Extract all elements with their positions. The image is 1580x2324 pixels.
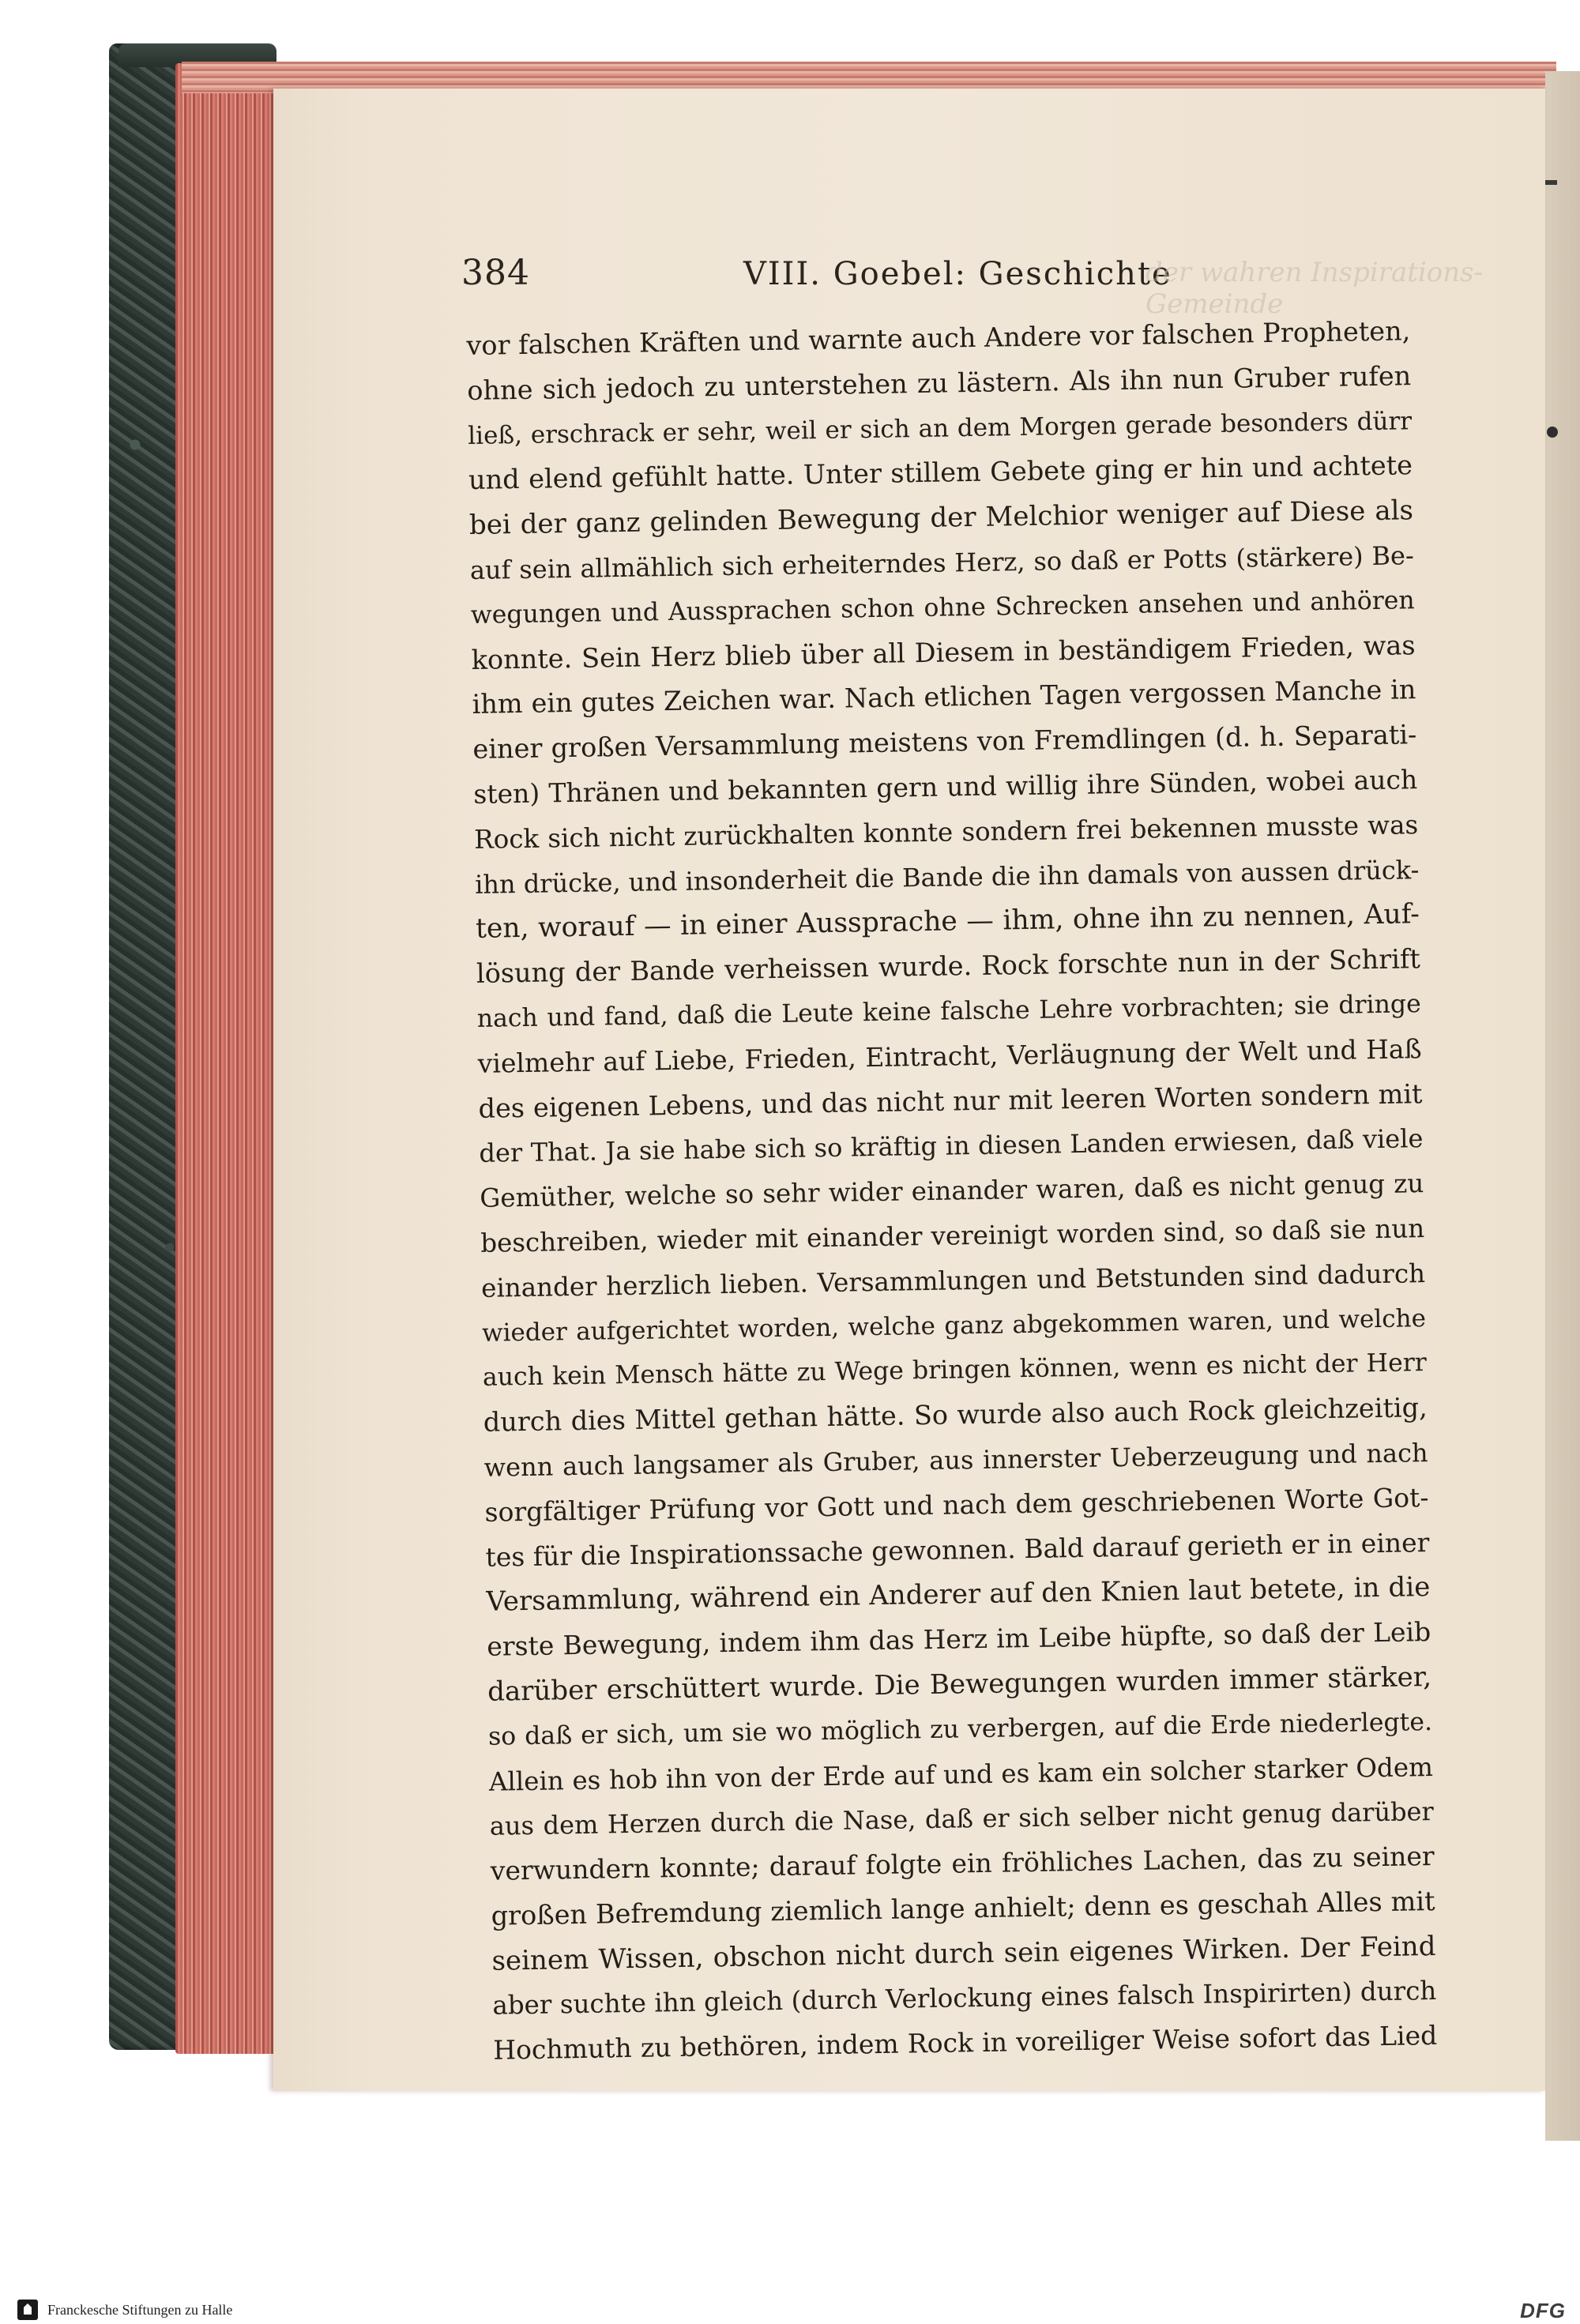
text-line: auch kein Mensch hätte zu Wege bringen können, wenn es nicht der Herr xyxy=(482,1348,1428,1393)
text-line: Allein es hob ihn von der Erde auf und es kam ein solcher starker Odem xyxy=(488,1751,1434,1797)
text-line: darüber erschüttert wurde. Die Bewegungen wurden immer stärker, xyxy=(487,1660,1432,1708)
text-line: erste Bewegung, indem ihm das Herz im Leibe hüpfte, so daß der Leib xyxy=(486,1616,1431,1662)
facing-page-edge xyxy=(1545,71,1580,2141)
text-line: und elend gefühlt hatte. Unter stillem Gebete ging er hin und achtete xyxy=(468,449,1413,496)
text-line: großen Befremdung ziemlich lange anhielt; denn es geschah Alles mit xyxy=(491,1885,1435,1931)
page-edges xyxy=(175,63,278,2054)
viewer-footer xyxy=(0,2296,1580,2324)
text-line: wenn auch langsamer als Gruber, aus innerster Ueberzeugung und nach xyxy=(483,1437,1428,1483)
text-line: beschreiben, wieder mit einander vereinigt worden sind, so daß sie nun xyxy=(480,1213,1425,1258)
text-line: ten, worauf — in einer Aussprache — ihm, ohne ihn zu nennen, Auf- xyxy=(475,898,1420,946)
text-line: tes für die Inspirationssache gewonnen. Bald darauf gerieth er in einer xyxy=(485,1526,1430,1573)
text-line: Versammlung, während ein Anderer auf den Knien laut betete, in die xyxy=(486,1571,1431,1619)
text-line: Rock sich nicht zurückhalten konnte sondern frei bekennen musste was xyxy=(473,809,1419,855)
text-line: ihm ein gutes Zeichen war. Nach etlichen Tagen vergossen Manche in xyxy=(472,674,1416,720)
page-number: 384 xyxy=(461,253,530,293)
text-line: einer großen Versammlung meistens von Fremdlingen (d. h. Separati- xyxy=(472,719,1417,765)
text-line: auf sein allmählich sich erheiterndes Herz, so daß er Potts (stärkere) Be- xyxy=(469,540,1415,585)
text-line: konnte. Sein Herz blieb über all Diesem in beständigem Frieden, was xyxy=(471,629,1416,675)
text-line: so daß er sich, um sie wo möglich zu verbergen, auf die Erde niederlegte. xyxy=(487,1707,1433,1751)
text-line: Gemüther, welche so sehr wider einander waren, daß es nicht genug zu xyxy=(480,1168,1424,1214)
text-line: aus dem Herzen durch die Nase, daß er sich selber nicht genug darüber xyxy=(489,1796,1435,1842)
text-line: ohne sich jedoch zu unterstehen zu lästern. Als ihn nun Gruber rufen xyxy=(467,360,1412,406)
text-line: seinem Wissen, obschon nicht durch sein eigenes Wirken. Der Feind xyxy=(491,1930,1436,1977)
text-line: durch dies Mittel gethan hätte. So wurde also auch Rock gleichzeitig, xyxy=(483,1392,1428,1438)
text-line: nach und fand, daß die Leute keine falsche Lehre vorbrachten; sie dringe xyxy=(476,990,1421,1033)
text-line: bei der ganz gelinden Bewegung der Melchior weniger auf Diese als xyxy=(468,495,1414,542)
bleed-through-text: der wahren Inspirations-Gemeinde xyxy=(1146,257,1484,320)
text-line: ließ, erschrack er sehr, weil er sich an dem Morgen gerade besonders dürr xyxy=(467,406,1413,450)
institution-name: Franckesche Stiftungen zu Halle xyxy=(47,2301,233,2318)
chapter-title: VIII. Goebel: Geschichte xyxy=(743,256,1172,292)
text-line: sorgfältiger Prüfung vor Gott und nach dem geschriebenen Worte Got- xyxy=(484,1481,1429,1528)
text-line: sten) Thränen und bekannten gern und willig ihre Sünden, wobei auch xyxy=(473,764,1418,810)
text-line: ihn drücke, und insonderheit die Bande die ihn damals von aussen drück- xyxy=(474,854,1420,900)
text-line: einander herzlich lieben. Versammlungen und Betstunden sind dadurch xyxy=(480,1258,1426,1303)
text-line: wieder aufgerichtet worden, welche ganz abgekommen waren, und welche xyxy=(481,1303,1427,1348)
text-line: lösung der Bande verheissen wurde. Rock forschte nun in der Schrift xyxy=(476,943,1421,990)
text-line: Hochmuth zu bethören, indem Rock in voreiliger Weise sofort das Lied xyxy=(493,2020,1438,2066)
body-text xyxy=(466,309,1438,2074)
text-line: der That. Ja sie habe sich so kräftig in diesen Landen erwiesen, daß viele xyxy=(479,1123,1424,1169)
text-line: vor falschen Kräften und warnte auch Andere vor falschen Propheten, xyxy=(466,315,1411,361)
dfg-logo: DFG xyxy=(1520,2299,1566,2322)
text-line: aber suchte ihn gleich (durch Verlockung eines falsch Inspirirten) durch xyxy=(492,1976,1437,2021)
text-line: wegungen und Aussprachen schon ohne Schrecken ansehen und anhören xyxy=(470,585,1415,630)
text-line: vielmehr auf Liebe, Frieden, Eintracht, Verläugnung der Welt und Haß xyxy=(477,1032,1422,1079)
institution-logo-icon xyxy=(17,2300,38,2320)
text-line: des eigenen Lebens, und das nicht nur mit leeren Worten sondern mit xyxy=(478,1077,1423,1124)
text-line: verwundern konnte; darauf folgte ein fröhliches Lachen, das zu seiner xyxy=(490,1841,1435,1886)
scan-artifact xyxy=(1547,427,1558,438)
